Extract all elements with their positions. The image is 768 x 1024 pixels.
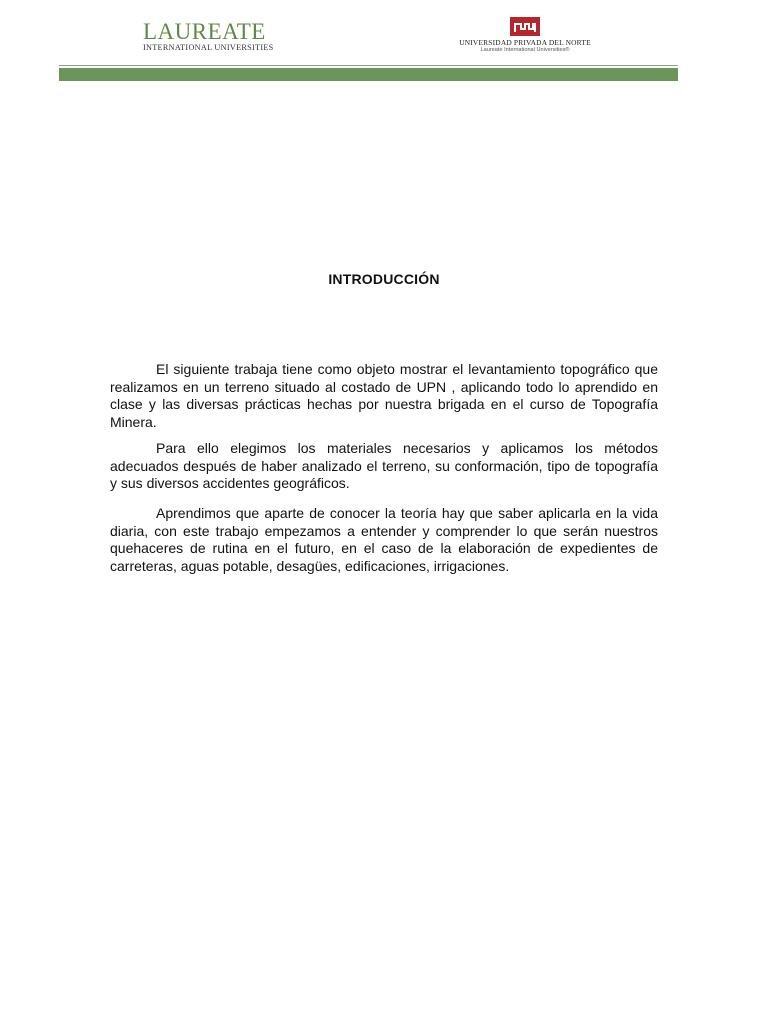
paragraph-2: Para ello elegimos los materiales necesarios y aplicamos los métodos adecuados después de haber analizado el terreno, su conformación, tipo de topografía y sus diversos accidentes geográficos.	[110, 439, 658, 492]
page-header	[0, 0, 768, 66]
upn-name: UNIVERSIDAD PRIVADA DEL NORTE	[459, 38, 591, 47]
header-rule	[59, 65, 678, 66]
upn-subtitle: Laureate International Universities®	[480, 47, 570, 53]
document-title: INTRODUCCIÓN	[328, 271, 440, 287]
upn-emblem-icon	[510, 17, 540, 36]
upn-logo	[440, 17, 610, 53]
document-body	[110, 361, 658, 584]
laureate-subtitle: INTERNATIONAL UNIVERSITIES	[143, 43, 274, 52]
laureate-logo	[143, 19, 303, 52]
header-band	[59, 68, 678, 81]
laureate-wordmark: LAUREATE	[143, 19, 266, 44]
paragraph-3: Aprendimos que aparte de conocer la teoría hay que saber aplicarla en la vida diaria, con este trabajo empezamos a entender y comprender lo que serán nuestros quehaceres de rutina en el futuro, en el caso de la elaboración de expedientes de carreteras, aguas potable, desagües, edificaciones, irrigaciones.	[110, 504, 658, 575]
paragraph-1: El siguiente trabaja tiene como objeto mostrar el levantamiento topográfico que realizamos en un terreno situado al costado de UPN , aplicando todo lo aprendido en clase y las diversas prácticas hechas por nuestra brigada en el curso de Topografía Minera.	[110, 361, 658, 431]
